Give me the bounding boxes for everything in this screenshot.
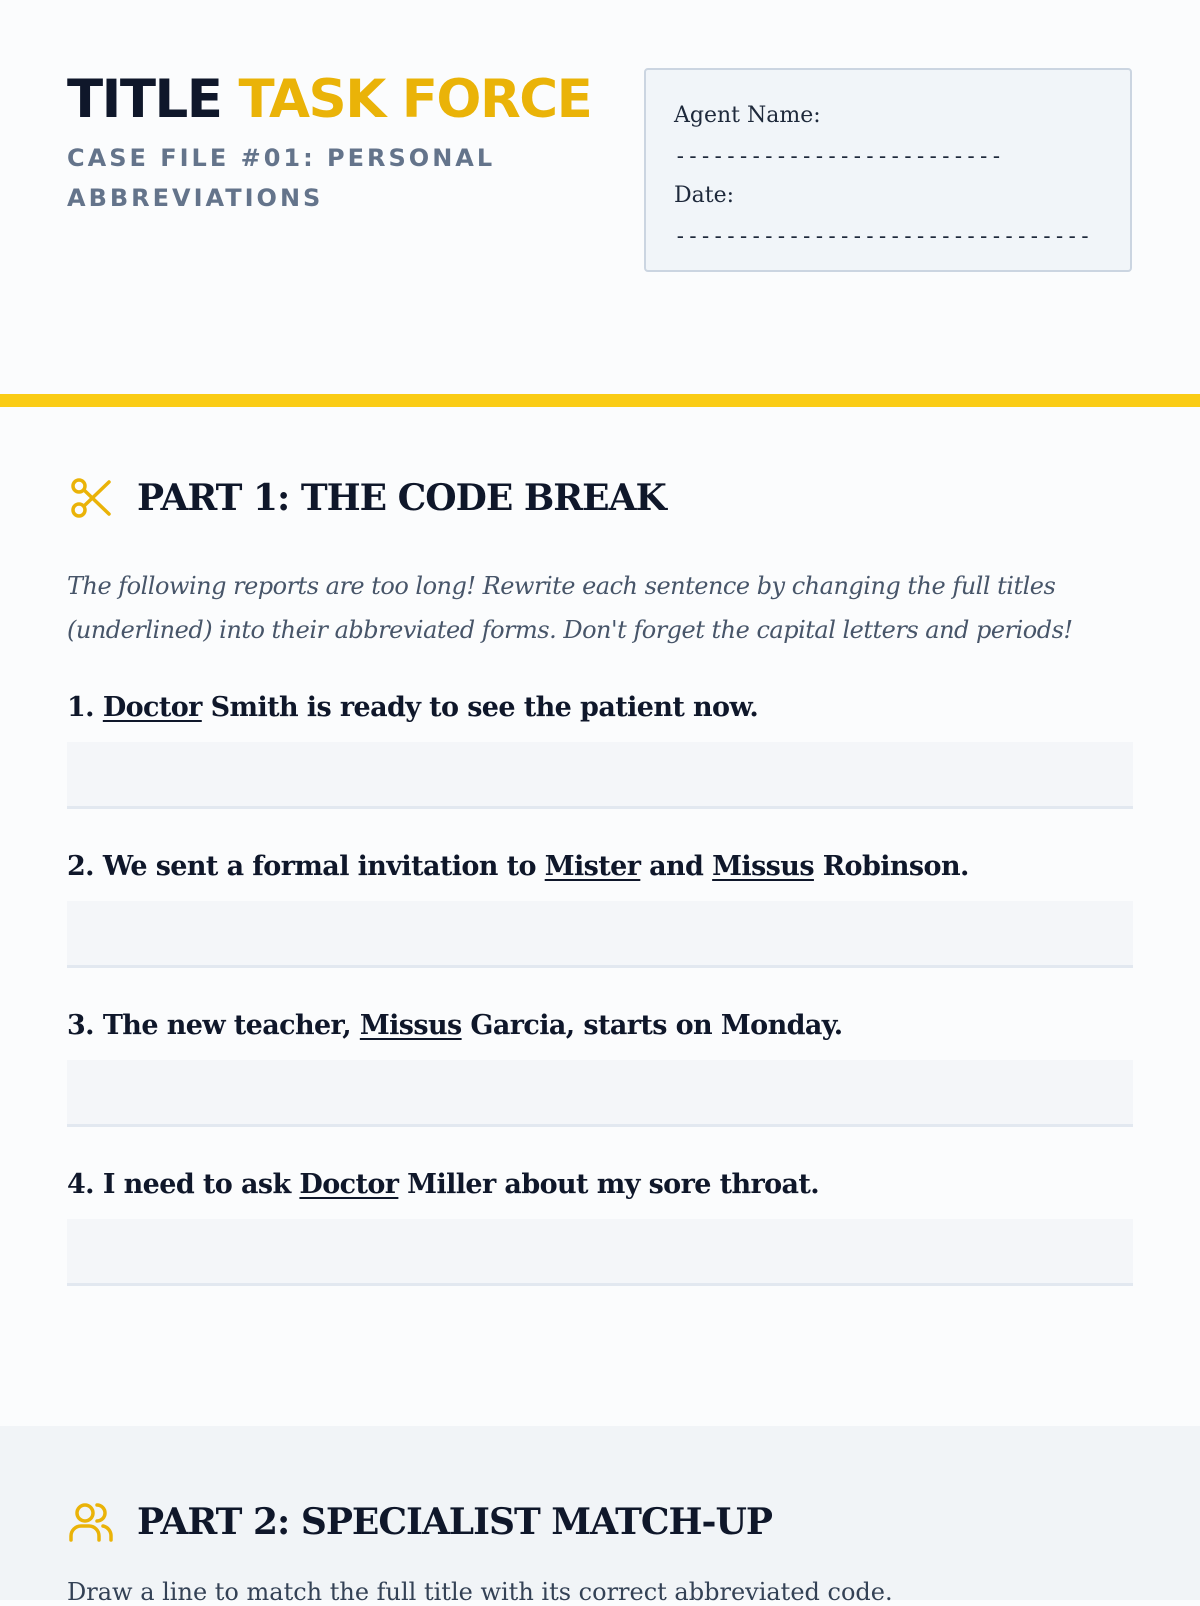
agent-info-box (644, 68, 1132, 272)
part1-heading-row (67, 468, 1133, 528)
agent-name-label: Agent Name: (674, 103, 821, 128)
question-number: 2. (67, 851, 94, 882)
sentence-fragment: Miller about my sore throat. (398, 1169, 820, 1200)
question-number: 3. (67, 1010, 94, 1041)
title-word-1: TITLE (67, 69, 222, 130)
sentence-fragment: Garcia, starts on Monday. (461, 1010, 843, 1041)
part1-section (0, 398, 1200, 1398)
underlined-title: Missus (712, 851, 814, 882)
answer-field[interactable] (67, 742, 1133, 809)
question-text (67, 1006, 1133, 1046)
question-number: 4. (67, 1169, 94, 1200)
question-text (67, 847, 1133, 887)
answer-field[interactable] (67, 1060, 1133, 1127)
part1-heading: PART 1: THE CODE BREAK (137, 477, 666, 519)
sentence-fragment: Smith is ready to see the patient now. (201, 692, 759, 723)
sentence-fragment: The new teacher, (102, 1010, 360, 1041)
underlined-title: Doctor (102, 692, 202, 723)
sentence-fragment: and (640, 851, 713, 882)
question-text (67, 688, 1133, 728)
brand-block (67, 64, 591, 218)
part2-instructions: Draw a line to match the full title with its correct abbreviated code. (67, 1578, 893, 1606)
question-list (67, 688, 1133, 1286)
underlined-title: Doctor (299, 1169, 399, 1200)
question-item (67, 1006, 1133, 1127)
date-field[interactable]: --------------------------------- (674, 224, 1092, 248)
agent-name-field[interactable]: -------------------------- (674, 144, 1003, 168)
worksheet-header (0, 0, 1200, 398)
question-item (67, 688, 1133, 809)
date-label: Date: (674, 183, 735, 208)
answer-field[interactable] (67, 1219, 1133, 1286)
part2-heading-row (67, 1492, 772, 1552)
sentence-fragment: Robinson. (813, 851, 969, 882)
sentence-fragment: I need to ask (102, 1169, 300, 1200)
worksheet-subtitle: CASE FILE #01: PERSONAL ABBREVIATIONS (67, 144, 496, 212)
title-word-2: TASK FORCE (238, 69, 592, 130)
underlined-title: Missus (359, 1010, 462, 1041)
part2-heading: PART 2: SPECIALIST MATCH-UP (137, 1501, 772, 1543)
question-item (67, 847, 1133, 968)
sentence-fragment: We sent a formal invitation to (102, 851, 545, 882)
underlined-title: Mister (544, 851, 641, 882)
question-number: 1. (67, 692, 94, 723)
part1-instructions: The following reports are too long! Rewrite each sentence by changing the full titles (underlined) into their abbreviated forms. Don't forget the capital letters and periods! (67, 572, 1073, 644)
question-item (67, 1165, 1133, 1286)
answer-field[interactable] (67, 901, 1133, 968)
scissors-icon (67, 474, 115, 522)
part2-section (0, 1426, 1200, 1606)
worksheet-title (67, 64, 591, 136)
users-icon (67, 1498, 115, 1546)
question-text (67, 1165, 1133, 1205)
